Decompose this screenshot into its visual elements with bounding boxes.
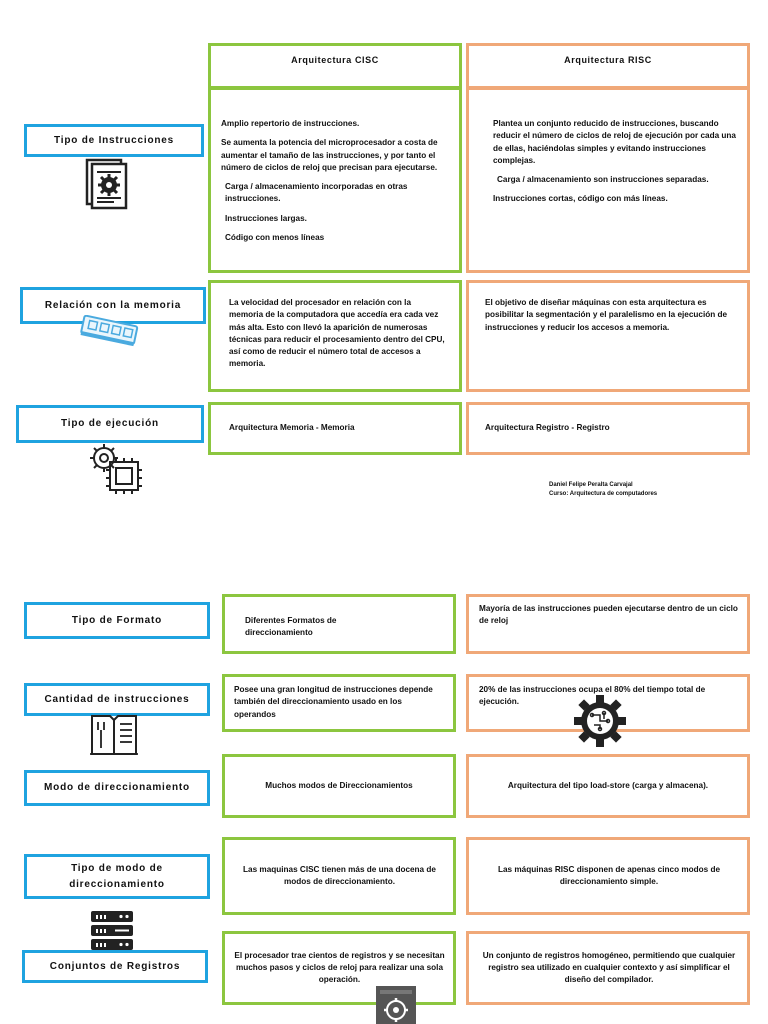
circuit-gear-icon [574, 695, 626, 747]
risc-tipo-modo-box [466, 837, 750, 915]
cisc-ejecucion-text: Arquitectura Memoria - Memoria [229, 423, 355, 433]
label-tipo-instrucciones [24, 124, 204, 157]
cisc-formato-box [222, 594, 456, 654]
credits [549, 481, 657, 499]
gear-chip-icon [84, 440, 146, 496]
label-text: Modo de direccionamiento [44, 782, 190, 793]
cisc-modo-box [222, 754, 456, 818]
risc-memoria-text: El objetivo de diseñar máquinas con esta arquitectura es posibilitar la segmentación y el paralelismo en la ejecución de instrucciones y reducir los accesos a memoria. [485, 298, 728, 332]
risc-tipo-modo-text: Las máquinas RISC disponen de apenas cinco modos de direccionamiento simple. [497, 864, 721, 886]
label-tipo-formato [24, 602, 210, 639]
risc-header [466, 43, 750, 89]
risc-formato-text: Mayoría de las instrucciones pueden ejecutarse dentro de un ciclo de reloj [479, 604, 738, 626]
risc-registros-box [466, 931, 750, 1005]
cisc-instrucciones-box [208, 87, 462, 273]
cisc-tipo-modo-text: Las maquinas CISC tienen más de una docena de modos de direccionamiento. [243, 864, 436, 886]
cisc-header [208, 43, 462, 89]
label-text: Tipo de modo de direccionamiento [69, 862, 165, 890]
server-icon [91, 911, 133, 951]
cisc-instr-4: Instrucciones largas. [225, 213, 307, 223]
cisc-ejecucion-box [208, 402, 462, 455]
label-text: Cantidad de instrucciones [44, 693, 190, 705]
monitor-gear-icon [376, 986, 416, 1024]
risc-modo-text: Arquitectura del tipo load-store (carga y almacena). [507, 780, 709, 790]
risc-ejecucion-box [466, 402, 750, 455]
cisc-registros-box [222, 931, 456, 1005]
label-text: Tipo de Instrucciones [54, 134, 174, 146]
cisc-tipo-modo-box [222, 837, 456, 915]
cisc-instr-2: Se aumenta la potencia del microprocesador a costa de aumentar el tamaño de las instrucciones, y por tanto el número de ciclos de reloj que precisan para ejecutarse. [221, 138, 438, 172]
cisc-memoria-box [208, 280, 462, 392]
memory-chip-icon [78, 315, 142, 347]
risc-instr-2: Carga / almacenamiento son instrucciones separadas. [497, 175, 709, 185]
cisc-registros-text: El procesador trae cientos de registros y se necesitan muchos pasos y ciclos de reloj para realizar una sola operación. [234, 950, 445, 985]
cisc-cantidad-text: Posee una gran longitud de instrucciones depende también del direccionamiento usado en los operandos [234, 685, 433, 719]
label-text: Tipo de Formato [71, 614, 163, 626]
risc-ejecucion-text: Arquitectura Registro - Registro [485, 423, 610, 433]
risc-cantidad-text: 20% de las instrucciones ocupa el 80% del tiempo total de ejecución. [479, 685, 706, 707]
cisc-instr-5: Código con menos líneas [225, 233, 325, 243]
cisc-instr-3: Carga / almacenamiento incorporadas en otras instrucciones. [225, 182, 408, 204]
cisc-memoria-text: La velocidad del procesador en relación con la memoria de la computadora que accedía era cada vez más alta. Esto con llevó la aparición de numerosas técnicas para reducir el procesamiento dentro del CPU, así como de reducir el número total de accesos a memoria. [229, 298, 445, 369]
author-name: Daniel Felipe Peralta Carvajal [549, 482, 633, 488]
cisc-modo-text: Muchos modos de Direccionamientos [265, 780, 413, 790]
label-modo-direccionamiento [24, 770, 210, 806]
risc-instr-3: Instrucciones cortas, código con más líneas. [493, 194, 668, 204]
risc-instr-1: Plantea un conjunto reducido de instrucciones, buscando reducir el número de ciclos de reloj de ejecución por cada una de ellas, haciéndolas simples y evitando instrucciones complejas. [493, 119, 736, 165]
risc-registros-text: Un conjunto de registros homogéneo, permitiendo que cualquier registro sea utilizado en cualquier contexto y así simplificar el diseño del compilador. [482, 950, 736, 985]
label-tipo-ejecucion [16, 405, 204, 443]
course-name: Curso: Arquitectura de computadores [549, 491, 658, 497]
risc-memoria-box [466, 280, 750, 392]
label-text: Relación con la memoria [44, 299, 182, 311]
label-conjuntos-registros [22, 950, 208, 983]
label-text: Tipo de ejecución [61, 418, 159, 429]
cisc-cantidad-box [222, 674, 456, 732]
risc-instrucciones-box [466, 87, 750, 273]
manual-tools-icon [88, 712, 140, 756]
cisc-formato-text: Diferentes Formatos de direccionamiento [245, 615, 337, 637]
document-gear-icon [84, 158, 130, 210]
cisc-header-text: Arquitectura CISC [291, 55, 379, 65]
risc-header-text: Arquitectura RISC [564, 55, 652, 65]
label-text: Conjuntos de Registros [49, 960, 181, 972]
cisc-instr-1: Amplio repertorio de instrucciones. [221, 119, 360, 128]
risc-formato-box [466, 594, 750, 654]
risc-modo-box [466, 754, 750, 818]
label-tipo-modo-direccionamiento [24, 854, 210, 899]
